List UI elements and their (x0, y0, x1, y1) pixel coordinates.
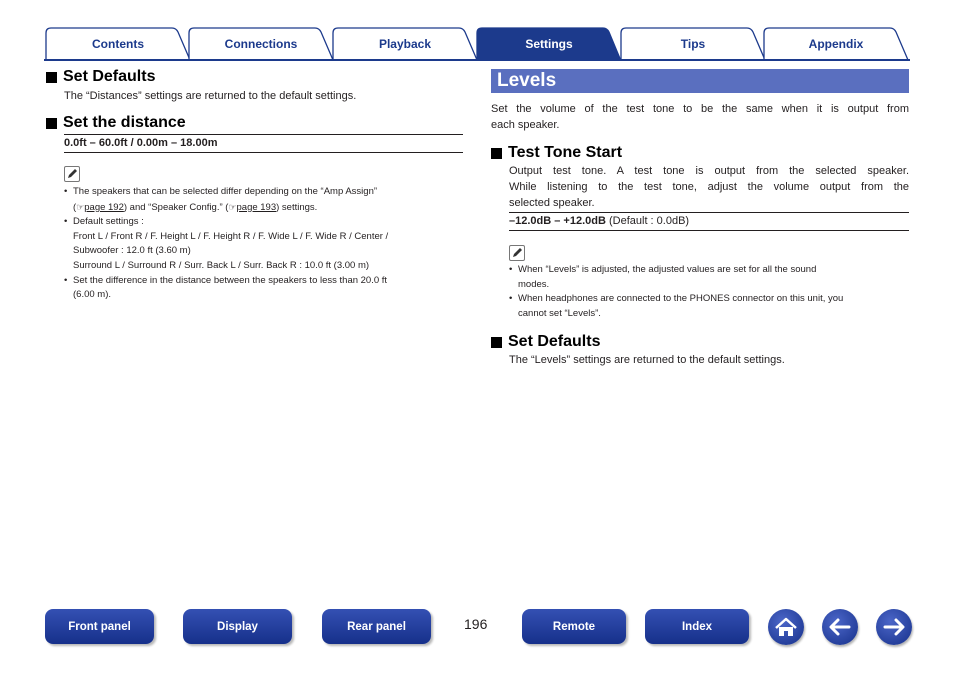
distance-range: 0.0ft – 60.0ft / 0.00m – 18.00m (64, 137, 218, 149)
tab-label: Connections (224, 37, 298, 51)
desc-line: While listening to the test tone, adjust the volume output from the (509, 181, 909, 193)
hand-pointer-icon: ☞ (228, 201, 237, 212)
note-line: Front L / Front R / F. Height L / F. Height R / F. Wide L / F. Wide R / Center / (73, 230, 389, 242)
page-number: 196 (464, 616, 488, 632)
levels-set-defaults-text: The “Levels” settings are returned to the default settings. (509, 354, 785, 366)
tab-underline (44, 59, 910, 61)
note-line: • When “Levels” is adjusted, the adjusted values are set for all the sound (518, 264, 817, 275)
forward-arrow-icon[interactable] (876, 609, 912, 645)
tab-contents[interactable] (44, 27, 192, 61)
intro-line: Set the volume of the test tone to be the same when it is output from (491, 103, 909, 115)
levels-set-defaults-heading (491, 333, 600, 351)
tab-label: Contents (92, 37, 144, 51)
note-item (509, 292, 909, 321)
divider (509, 230, 909, 231)
tab-appendix[interactable] (762, 27, 910, 61)
heading-text: Set the distance (63, 114, 186, 131)
test-tone-heading (491, 144, 622, 162)
desc-line: selected speaker. (509, 197, 595, 209)
level-range (509, 215, 689, 227)
divider (64, 134, 463, 135)
heading-marker (491, 337, 502, 348)
levels-intro (491, 101, 909, 133)
page-link-192[interactable]: page 192 (84, 201, 124, 213)
tab-label: Appendix (808, 37, 864, 51)
range-default: (Default : 0.0dB) (605, 215, 690, 227)
levels-title-bar (491, 69, 909, 93)
tab-settings[interactable] (475, 27, 623, 61)
heading-text: Test Tone Start (508, 144, 623, 161)
heading-marker (46, 118, 57, 129)
set-defaults-text: The “Distances” settings are returned to the default settings. (64, 90, 357, 102)
note-line: cannot set “Levels”. (518, 307, 601, 319)
note-line: • When headphones are connected to the PHONES connector on this unit, you (518, 293, 844, 305)
intro-line: each speaker. (491, 119, 560, 131)
heading-marker (491, 148, 502, 159)
note-fragment: ) and “Speaker Config.” ( (123, 201, 229, 213)
tab-tips[interactable] (619, 27, 767, 61)
note-line: Subwoofer : 12.0 ft (3.60 m) (73, 245, 191, 257)
note-line: • Default settings : (73, 216, 144, 228)
note-line: (6.00 m). (73, 289, 112, 301)
home-icon[interactable] (768, 609, 804, 645)
rear-panel-button[interactable]: Rear panel (322, 609, 431, 644)
note-item (64, 215, 464, 273)
tab-connections[interactable] (187, 27, 335, 61)
tab-label: Tips (680, 37, 706, 51)
note-fragment: ) settings. (276, 201, 318, 213)
note-item (64, 274, 464, 303)
levels-notes (509, 263, 909, 321)
note-fragment: ( (73, 201, 77, 213)
note-item (509, 263, 909, 292)
test-tone-description (509, 163, 909, 211)
back-arrow-icon[interactable] (822, 609, 858, 645)
front-panel-button[interactable]: Front panel (45, 609, 154, 644)
tab-label: Settings (525, 37, 573, 51)
pencil-icon (509, 245, 525, 261)
remote-button[interactable]: Remote (522, 609, 626, 644)
hand-pointer-icon: ☞ (76, 201, 85, 212)
divider (509, 212, 909, 213)
note-line: Surround L / Surround R / Surr. Back L / Surr. Back R : 10.0 ft (3.00 m) (73, 259, 370, 271)
set-distance-heading (46, 114, 186, 132)
pencil-icon (64, 166, 80, 182)
tab-bar (44, 27, 910, 61)
display-button[interactable]: Display (183, 609, 292, 644)
divider (64, 152, 463, 153)
heading-marker (46, 72, 57, 83)
distance-notes (64, 185, 464, 303)
tab-playback[interactable] (331, 27, 479, 61)
note-line: • Set the difference in the distance between the speakers to less than 20.0 ft (73, 274, 388, 286)
set-defaults-heading (46, 68, 155, 86)
note-line: • The speakers that can be selected differ depending on the “Amp Assign” (73, 186, 378, 197)
note-line: modes. (518, 278, 550, 290)
note-item (64, 185, 464, 215)
desc-line: Output test tone. A test tone is output from the selected speaker. (509, 165, 909, 177)
note-line (73, 200, 464, 216)
tab-label: Playback (378, 37, 432, 51)
heading-text: Set Defaults (63, 68, 156, 85)
index-button[interactable]: Index (645, 609, 749, 644)
heading-text: Set Defaults (508, 333, 601, 350)
page-link-193[interactable]: page 193 (236, 201, 277, 213)
range-value: –12.0dB – +12.0dB (509, 215, 606, 227)
page-title: Levels (497, 70, 557, 91)
